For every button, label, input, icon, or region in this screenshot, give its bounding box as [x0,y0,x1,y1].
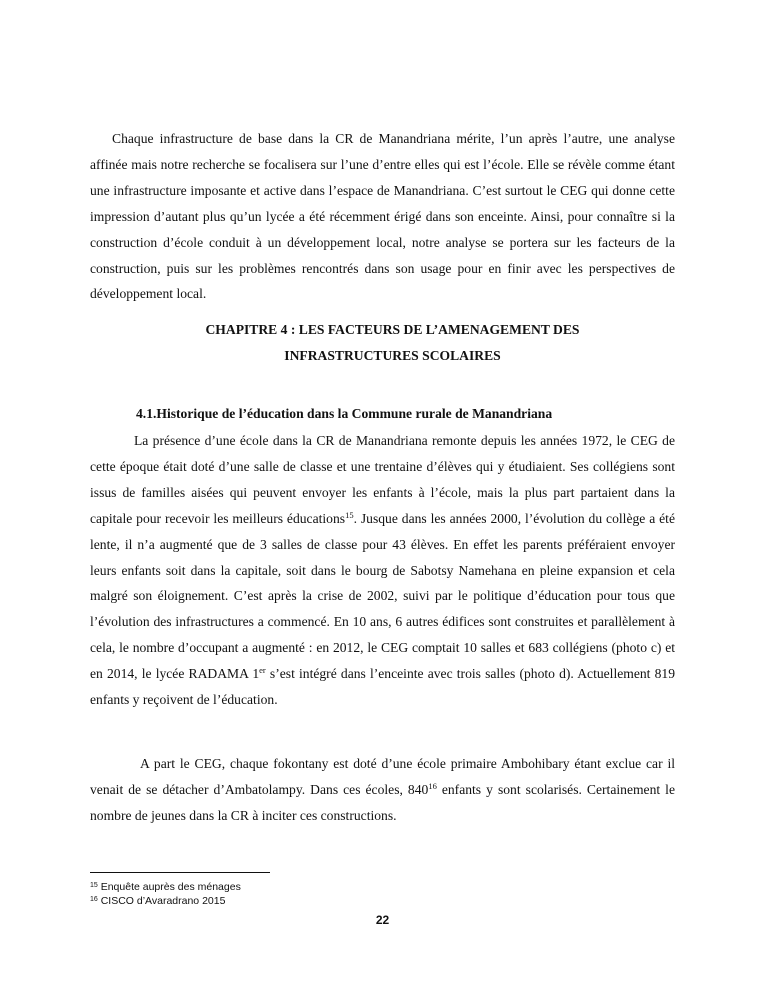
chapter-title-line-2: INFRASTRUCTURES SCOLAIRES [284,348,501,363]
section-heading: 4.1.Historique de l’éducation dans la Commune rurale de Manandriana [136,406,553,421]
footnote-15 [90,880,241,894]
footnote-separator [90,872,270,873]
footnote-ref-16: 16 [428,780,437,791]
history-paragraph [90,428,675,713]
footnote-16 [90,894,225,908]
history-text-part-3: s’est intégré dans l’enceinte avec trois salles (photo d). Actuellement 819 enfants y reçoivent de l’éducation. [90,666,675,708]
page-number: 22 [375,913,390,927]
footnote-text: CISCO d’Avaradrano 2015 [97,895,226,907]
history-text-part-2: . Jusque dans les années 2000, l’évolution du collège a été lente, il n’a augmenté que de 3 salles de classe pour 43 élèves. En effet les parents préféraient envoyer leurs enfants soit dans la capitale, soit dans le bourg de Sabotsy Namehana en pleine expansion et cela malgré son éloignement. C’est après la crise de 2002, suivi par le politique d’éducation pour tous que l’évolution des infrastructures a commencé. En 10 ans, 6 autres édifices sont construites et parallèlement à cela, le nombre d’occupant a augmenté : en 2012, le CEG comptait 10 salles et 683 collégiens (photo c) et en 2014, le lycée RADAMA 1 [90,510,675,682]
schools-text-part-2: enfants y sont scolarisés. Certainement le nombre de jeunes dans la CR à inciter ces constructions. [90,781,675,823]
chapter-title-line-1: CHAPITRE 4 : LES FACTEURS DE L’AMENAGEMENT DES [205,322,580,337]
footnote-text: Enquête auprès des ménages [97,881,241,893]
footnote-number: 15 [90,882,98,889]
intro-paragraph: Chaque infrastructure de base dans la CR de Manandriana mérite, l’un après l’autre, une analyse affinée mais notre recherche se focalisera sur l’une d’entre elles qui est l’école. Elle se révèle comme étant une infrastructure imposante et active dans l’espace de Manandriana. C’est surtout le CEG qui donne cette impression d’autant plus qu’un lycée a été récemment érigé dans son enceinte. Ainsi, pour connaître si la construction d’école conduit à un développement local, notre analyse se portera sur les facteurs de la construction, puis sur les problèmes rencontrés dans son usage pour en finir avec les perspectives de développement local. [90,131,675,302]
history-text-part-1: La présence d’une école dans la CR de Manandriana remonte depuis les années 1972, le CEG de cette époque était doté d’une salle de classe et une trentaine d’élèves qui y étudiaient. Ses collégiens sont issus de familles aisées qui peuvent envoyer les enfants à l’école, mais la plus part partaient dans la capitale pour recevoir les meilleurs éducations [90,433,675,526]
schools-text-part-1: A part le CEG, chaque fokontany est doté d’une école primaire Ambohibary étant exclue car il venait de se détacher d’Ambatolampy. Dans ces écoles, 840 [90,756,675,797]
footnote-number: 16 [90,896,98,903]
primary-schools-paragraph [90,751,675,829]
footnote-ref-15: 15 [345,509,354,520]
superscript-er: er [259,665,266,676]
